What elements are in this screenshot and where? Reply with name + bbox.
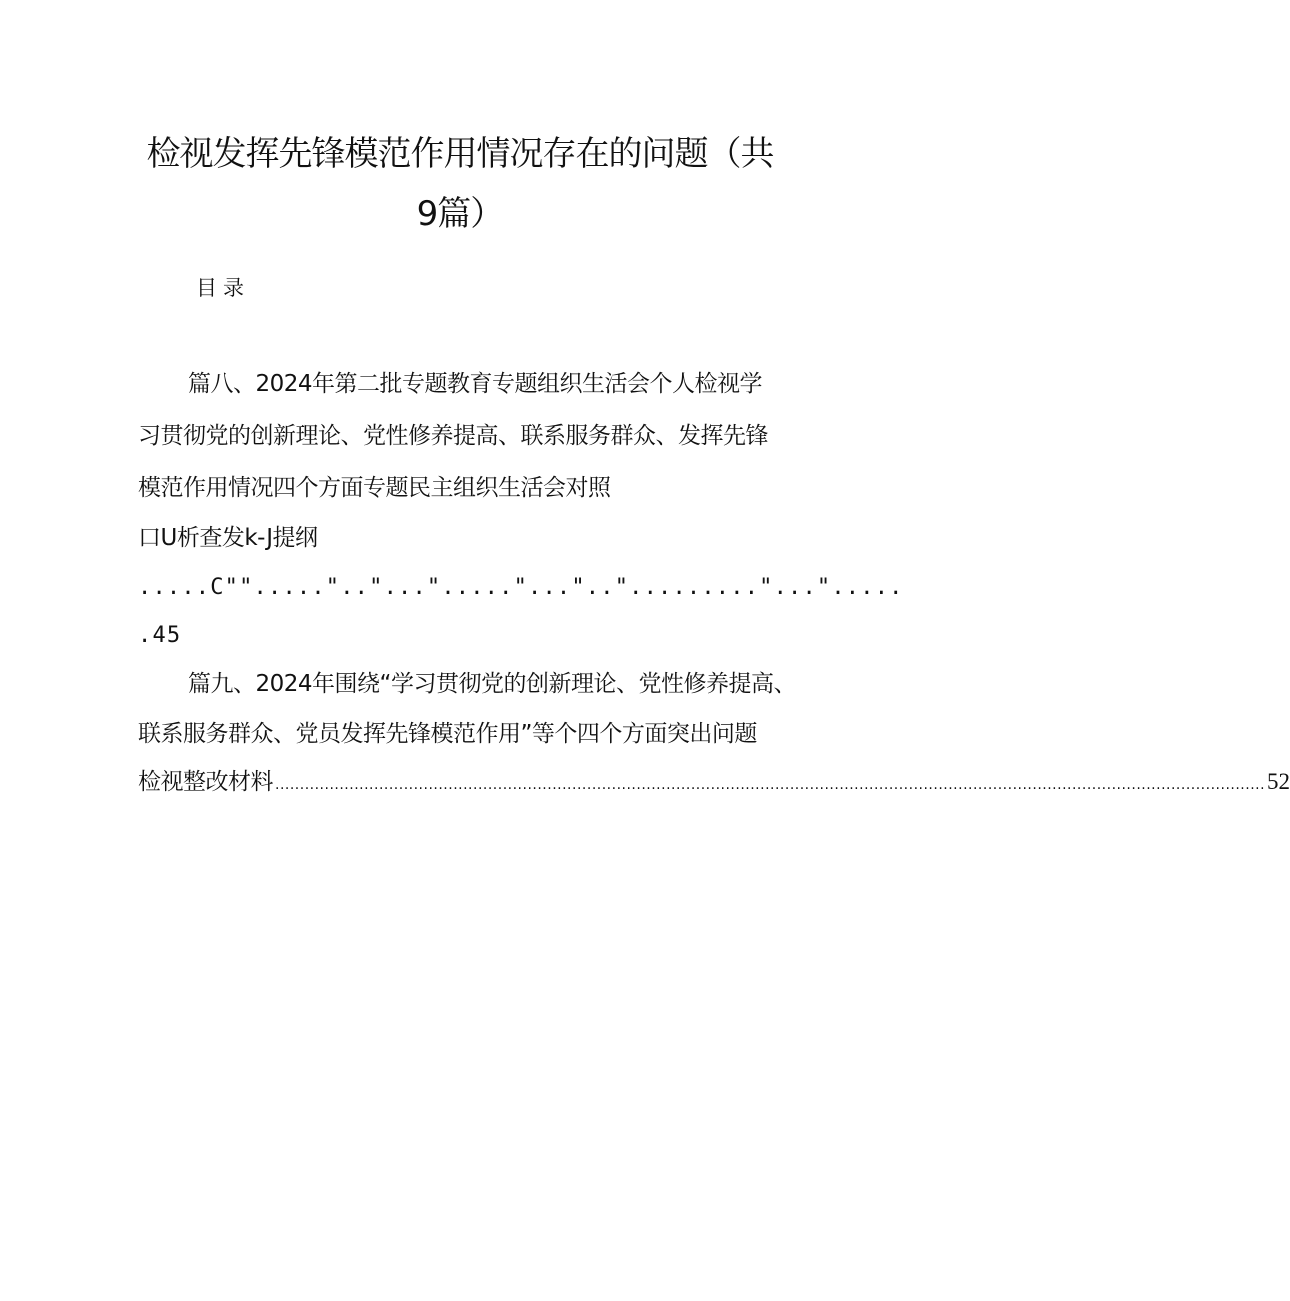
toc-entry-1-page-number[interactable]: .45 (138, 623, 182, 648)
document-title-line-2: 9篇） (416, 194, 504, 234)
toc-entry-2-line-2[interactable]: 联系服务群众、党员发挥先锋模范作用”等个四个方面突出问题 (138, 721, 757, 747)
toc-entry-1-line-1[interactable]: 篇八、2024年第二批专题教育专题组织生活会个人检视学 (188, 371, 763, 397)
toc-entry-1-line-2[interactable]: 习贯彻党的创新理论、党性修养提高、联系服务群众、发挥先锋 (138, 423, 768, 449)
toc-entry-2-leader: ........................................................................................................................................................................................................ (275, 777, 1266, 793)
toc-entry-2-line-3[interactable]: 检视整改材料 (138, 769, 273, 795)
document-title-line-1: 检视发挥先锋模范作用情况存在的问题（共 (146, 134, 774, 174)
toc-entry-1-leader: .....C"".....".."..."....."...".."........."..."..... (138, 575, 904, 600)
toc-heading: 目录 (196, 276, 250, 300)
toc-entry-2-last-line[interactable] (138, 764, 1290, 800)
toc-entry-2-line-1[interactable]: 篇九、2024年围绕“学习贯彻党的创新理论、党性修养提高、 (188, 671, 796, 697)
toc-entry-1-line-3[interactable]: 模范作用情况四个方面专题民主组织生活会对照 (138, 475, 611, 501)
toc-entry-2-page-number[interactable]: 52 (1267, 769, 1290, 794)
toc-entry-1-line-4[interactable]: 口U析查发k-J提纲 (138, 525, 318, 551)
